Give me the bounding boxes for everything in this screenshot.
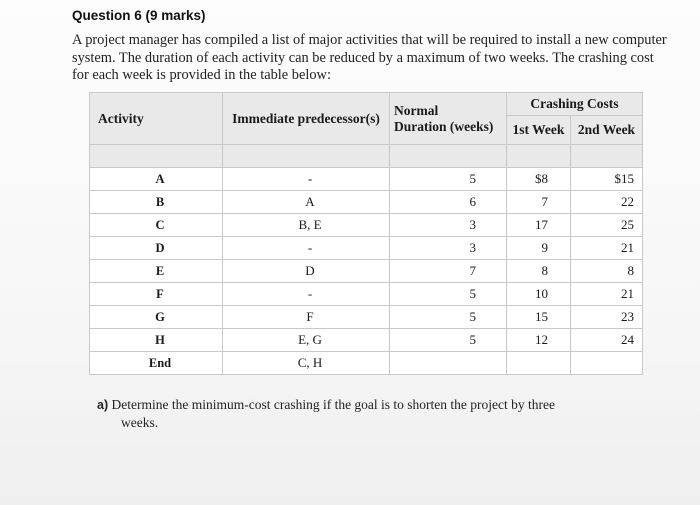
cell-duration: 5	[390, 283, 507, 306]
header-spacer-row	[90, 145, 643, 168]
table-row	[90, 168, 643, 191]
header-week1: 1st Week	[507, 116, 571, 145]
cell-activity: End	[90, 352, 223, 375]
cell-duration: 3	[390, 237, 507, 260]
cell-activity: B	[90, 191, 223, 214]
cell-week2-cost: 8	[571, 260, 643, 283]
cell-week2-cost: $15	[571, 168, 643, 191]
table-row	[90, 352, 643, 375]
cell-duration: 5	[390, 168, 507, 191]
cell-predecessor: A	[223, 191, 390, 214]
question-label: a)	[97, 398, 109, 412]
cell-week1-cost: 10	[507, 283, 571, 306]
header-week2: 2nd Week	[571, 116, 643, 145]
question-heading: Question 6 (9 marks)	[72, 8, 206, 23]
cell-predecessor: C, H	[223, 352, 390, 375]
question-text-line1: Determine the minimum-cost crashing if the goal is to shorten the project by three	[111, 397, 556, 412]
header-predecessor: Immediate predecessor(s)	[223, 93, 390, 145]
cell-duration: 7	[390, 260, 507, 283]
header-activity: Activity	[90, 93, 223, 145]
intro-paragraph: A project manager has compiled a list of major activities that will be required to install a new computer system. The duration of each activity can be reduced by a maximum of two weeks. The crashing cost for each week is provided in the table below:	[72, 32, 667, 83]
cell-week2-cost: 21	[571, 237, 643, 260]
cell-predecessor: B, E	[223, 214, 390, 237]
cell-activity: D	[90, 237, 223, 260]
cell-activity: F	[90, 283, 223, 306]
cell-duration: 5	[390, 329, 507, 352]
cell-activity: G	[90, 306, 223, 329]
cell-activity: C	[90, 214, 223, 237]
table-row	[90, 214, 643, 237]
cell-predecessor: E, G	[223, 329, 390, 352]
cell-week1-cost: 9	[507, 237, 571, 260]
cell-week2-cost: 25	[571, 214, 643, 237]
cell-week1-cost	[507, 352, 571, 375]
cell-duration	[390, 352, 507, 375]
cell-week1-cost: 12	[507, 329, 571, 352]
cell-week1-cost: $8	[507, 168, 571, 191]
table-row	[90, 191, 643, 214]
activity-table	[89, 92, 643, 375]
header-crashing-costs: Crashing Costs	[507, 93, 643, 116]
table-row	[90, 260, 643, 283]
cell-activity: A	[90, 168, 223, 191]
cell-activity: E	[90, 260, 223, 283]
cell-duration: 5	[390, 306, 507, 329]
header-duration	[390, 93, 507, 145]
cell-week2-cost: 23	[571, 306, 643, 329]
cell-week2-cost	[571, 352, 643, 375]
cell-predecessor: -	[223, 168, 390, 191]
cell-week2-cost: 22	[571, 191, 643, 214]
cell-week1-cost: 17	[507, 214, 571, 237]
table-row	[90, 306, 643, 329]
cell-predecessor: -	[223, 237, 390, 260]
question-a	[97, 396, 637, 431]
cell-predecessor: D	[223, 260, 390, 283]
cell-activity: H	[90, 329, 223, 352]
cell-week2-cost: 21	[571, 283, 643, 306]
cell-predecessor: F	[223, 306, 390, 329]
cell-week1-cost: 15	[507, 306, 571, 329]
cell-duration: 3	[390, 214, 507, 237]
table-header-row-1	[90, 93, 643, 116]
cell-week1-cost: 7	[507, 191, 571, 214]
cell-predecessor: -	[223, 283, 390, 306]
header-duration-line1: Normal	[394, 102, 439, 118]
table-row	[90, 329, 643, 352]
question-text-line2: weeks.	[121, 415, 159, 430]
cell-duration: 6	[390, 191, 507, 214]
table-row	[90, 237, 643, 260]
header-duration-line2: Duration (weeks)	[394, 118, 494, 134]
cell-week2-cost: 24	[571, 329, 643, 352]
cell-week1-cost: 8	[507, 260, 571, 283]
table-row	[90, 283, 643, 306]
